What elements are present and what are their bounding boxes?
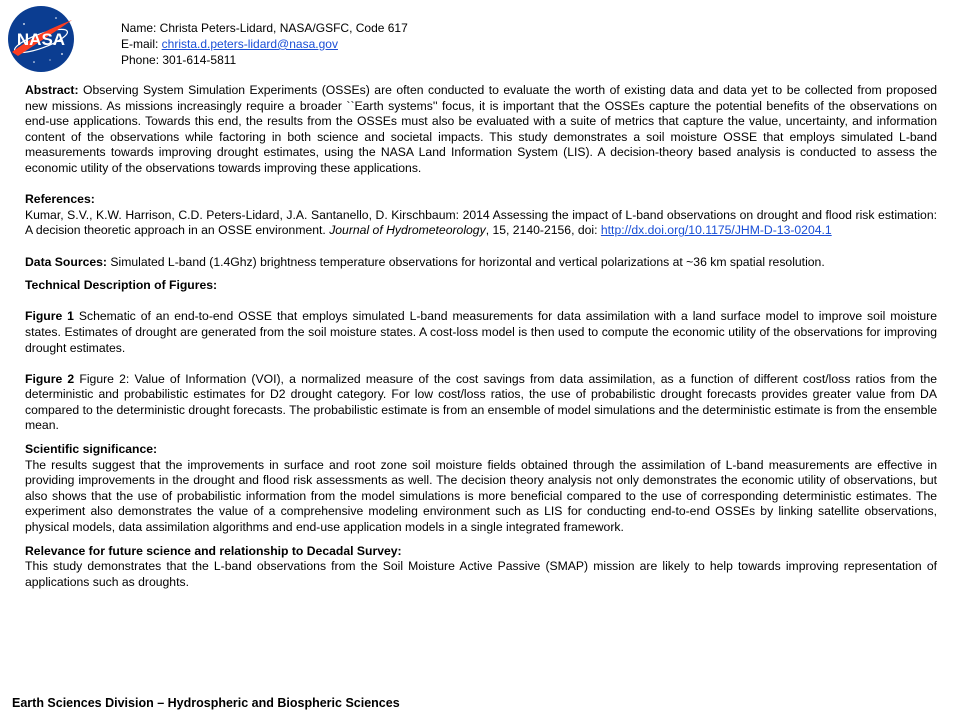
abstract-paragraph (25, 83, 937, 177)
references-paragraph (25, 208, 937, 239)
data-sources-text: Simulated L-band (1.4Ghz) brightness temperature observations for horizontal and vertical polarizations at ~36 km spatial resolution. (106, 254, 825, 269)
contact-email-label: E-mail: (121, 36, 162, 51)
reference-doi-link[interactable]: http://dx.doi.org/10.1175/JHM-D-13-0204.1 (600, 223, 832, 238)
references-heading: References: (25, 192, 95, 207)
contact-name: Name: Christa Peters-Lidard, NASA/GSFC, Code 617 (121, 21, 408, 35)
figure1-label: Figure 1 (25, 309, 74, 324)
contact-email-line (121, 37, 408, 53)
nasa-logo (6, 4, 76, 74)
technical-heading: Technical Description of Figures: (25, 278, 218, 293)
summary-content (25, 83, 937, 590)
reference-text: Kumar, S.V., K.W. Harrison, C.D. Peters-Lidard, J.A. Santanello, D. Kirschbaum: 2014 Assessing the impact of L-band observations on drought and flood risk estimation: A decision theoretic approach in an OSSE environment. (25, 207, 937, 238)
nasa-logo-text: NASA (16, 30, 66, 49)
abstract-text: Observing System Simulation Experiments (OSSEs) are often conducted to evaluate the worth of existing data and data yet to be collected from proposed new missions. As missions increasingly require a broader ``Earth systems'' focus, it is important that the OSSEs capture the potential benefits of the observations on end-use applications. Towards this end, the results from the OSSEs must also be evaluated with a suite of metrics that capture the value, uncertainty, and information content of the observations while factoring in both science and societal impacts. This study demonstrates a soil moisture OSSE that employs simulated L-band measurements towards improving drought estimates, using the NASA Land Information System (LIS). A decision-theory based analysis is conducted to assess the economic utility of the observations towards improving these applications. (25, 83, 937, 175)
figure1-text: Schematic of an end-to-end OSSE that employs simulated L-band measurements for data assimilation with a land surface model to improve soil moisture states. Estimates of drought are generated from the soil moisture states. A cost-loss model is then used to compute the economic utility of the observations for improving drought estimates. (25, 309, 937, 355)
relevance-heading: Relevance for future science and relationship to Decadal Survey: (25, 543, 402, 558)
contact-email-link[interactable]: christa.d.peters-lidard@nasa.gov (161, 36, 338, 51)
division-footer: Earth Sciences Division – Hydrospheric and Biospheric Sciences (12, 696, 400, 710)
significance-text: The results suggest that the improvements in surface and root zone soil moisture fields obtained through the assimilation of L-band measurements are effective in providing improvements in the drought and flood risk assessments as well. The decision theory analysis not only demonstrates the economic utility of observations, but also shows that the use of probabilistic information from the model simulations is more beneficial compared to the use of corresponding deterministic estimates. The experiment also demonstrates the value of a comprehensive modeling environment such as LIS for conducting end-to-end OSSEs by linking satellite observations, physical models, data assimilation algorithms and end-use application models in a single integrated framework. (25, 457, 937, 535)
reference-details: , 15, 2140-2156, doi: (485, 223, 601, 238)
figure2-paragraph (25, 372, 937, 434)
contact-info (121, 21, 408, 68)
abstract-heading: Abstract: (25, 83, 79, 97)
reference-journal: Journal of Hydrometeorology (329, 223, 486, 238)
figure2-label: Figure 2 (25, 371, 75, 386)
contact-phone: Phone: 301-614-5811 (121, 52, 237, 67)
data-sources-paragraph (25, 255, 937, 271)
figure2-text: Figure 2: Value of Information (VOI), a normalized measure of the cost savings from data assimilation, as a function of different cost/loss ratios from the deterministic and probabilistic estimates for D2 drought category. For low cost/loss ratios, the use of probabilistic drought forecasts provides greater value from DA compared to the deterministic drought forecasts. The probabilistic estimate is from an ensemble of model simulations and the deterministic estimate is from the ensemble mean. (25, 371, 938, 433)
figure1-paragraph (25, 309, 937, 356)
relevance-text: This study demonstrates that the L-band observations from the Soil Moisture Active Passive (SMAP) mission are likely to help towards improving representation of applications such as droughts. (25, 559, 937, 589)
significance-heading: Scientific significance: (25, 442, 158, 457)
data-sources-heading: Data Sources: (25, 254, 107, 269)
